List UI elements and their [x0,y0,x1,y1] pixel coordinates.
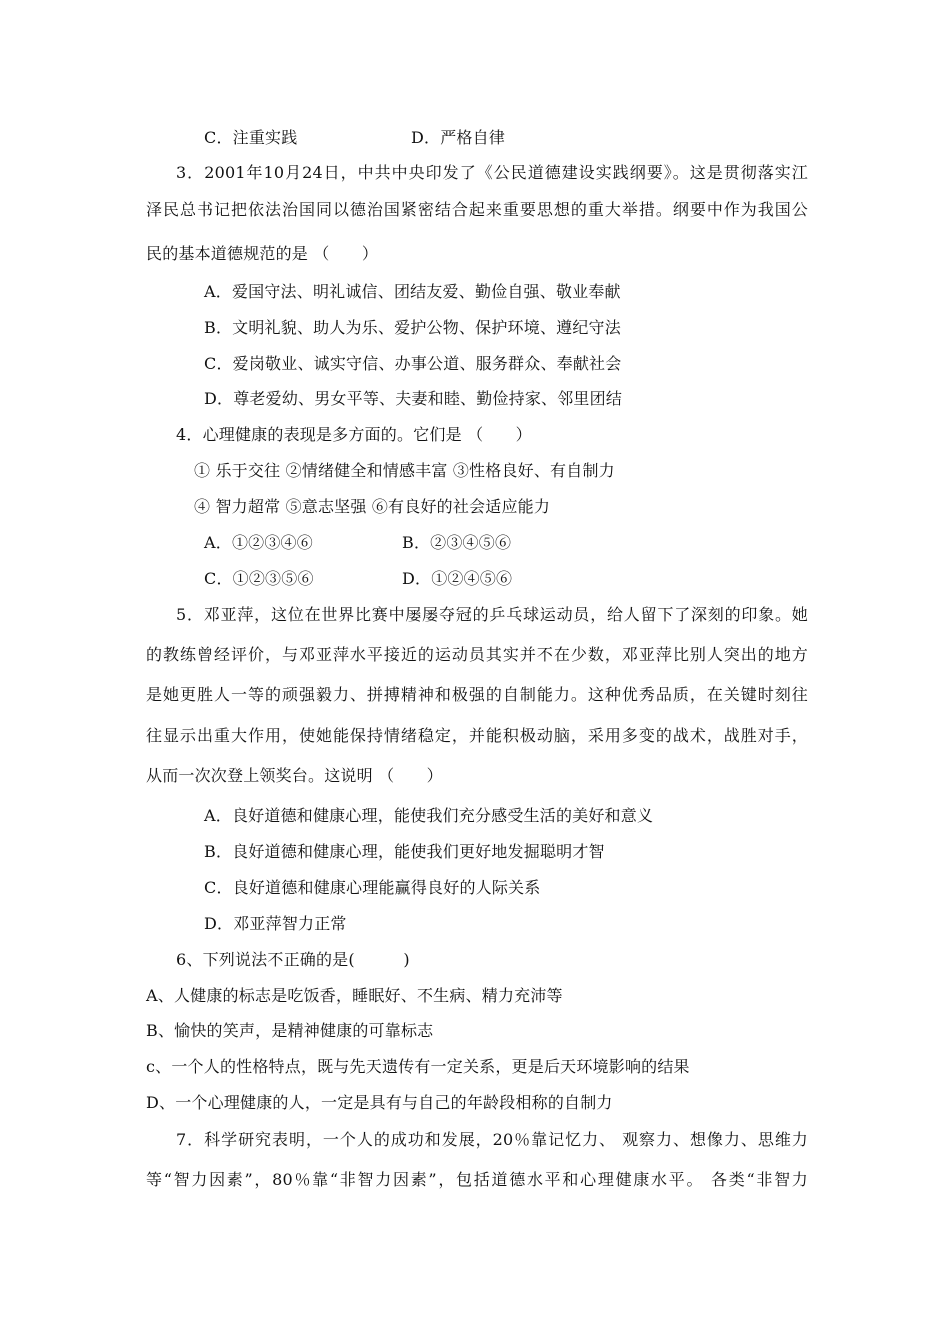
q6-stem: 6、下列说法不正确的是( ) [176,950,410,969]
q3-option-a: A．爱国守法、明礼诚信、团结友爱、勤俭自强、敬业奉献 [204,282,621,301]
q6-option-d: D、一个心理健康的人，一定是具有与自己的年龄段相称的自制力 [146,1093,613,1112]
q5-stem-line-5: 从而一次次登上领奖台。这说明 （ ） [146,766,443,785]
q5-stem-line-4: 往显示出重大作用，使她能保持情绪稳定，并能积极动脑，采用多变的战术，战胜对手， [146,726,808,745]
q3-stem-line-3: 民的基本道德规范的是 （ ） [146,244,379,263]
q6-option-b: B、愉快的笑声，是精神健康的可靠标志 [146,1021,434,1040]
q4-option-b: B．②③④⑤⑥ [402,533,512,552]
q3-stem-line-1: 3．2001年10月24日，中共中央印发了《公民道德建设实践纲要》。这是贯彻落实江 [176,163,808,182]
q3-option-c: C．爱岗敬业、诚实守信、办事公道、服务群众、奉献社会 [204,354,622,373]
q3-option-d: D．尊老爱幼、男女平等、夫妻和睦、勤俭持家、邻里团结 [204,389,623,408]
q2-option-d: D．严格自律 [411,128,506,147]
q2-option-c: C．注重实践 [204,128,298,147]
q4-option-c: C．①②③⑤⑥ [204,569,314,588]
q4-items-line-2: ④ 智力超常 ⑤意志坚强 ⑥有良好的社会适应能力 [194,497,551,516]
q5-stem-line-3: 是她更胜人一等的顽强毅力、拼搏精神和极强的自制能力。这种优秀品质，在关键时刻往 [146,685,808,704]
q5-stem-line-1: 5．邓亚萍，这位在世界比赛中屡屡夺冠的乒乓球运动员，给人留下了深刻的印象。她 [176,605,808,624]
q5-option-b: B．良好道德和健康心理，能使我们更好地发掘聪明才智 [204,842,605,861]
q6-option-a: A、人健康的标志是吃饭香，睡眠好、不生病、精力充沛等 [146,986,563,1005]
q4-stem: 4．心理健康的表现是多方面的。它们是 （ ） [176,425,532,444]
q7-stem-line-2: 等“智力因素”，80％靠“非智力因素”，包括道德水平和心理健康水平。 各类“非智力 [146,1170,808,1189]
q3-stem-line-2: 泽民总书记把依法治国同以德治国紧密结合起来重要思想的重大举措。纲要中作为我国公 [146,200,808,219]
q4-items-line-1: ① 乐于交往 ②情绪健全和情感丰富 ③性格良好、有自制力 [194,461,615,480]
q5-option-d: D．邓亚萍智力正常 [204,914,347,933]
q5-option-a: A．良好道德和健康心理，能使我们充分感受生活的美好和意义 [204,806,654,825]
q5-option-c: C．良好道德和健康心理能赢得良好的人际关系 [204,878,541,897]
q3-option-b: B．文明礼貌、助人为乐、爱护公物、保护环境、遵纪守法 [204,318,621,337]
q4-option-d: D．①②④⑤⑥ [402,569,513,588]
q7-stem-line-1: 7．科学研究表明，一个人的成功和发展，20％靠记忆力、 观察力、想像力、思维力 [176,1130,808,1149]
q6-option-c: c、一个人的性格特点，既与先天遗传有一定关系，更是后天环境影响的结果 [146,1057,690,1076]
q4-option-a: A．①②③④⑥ [204,533,313,552]
q5-stem-line-2: 的教练曾经评价，与邓亚萍水平接近的运动员其实并不在少数，邓亚萍比别人突出的地方 [146,645,808,664]
